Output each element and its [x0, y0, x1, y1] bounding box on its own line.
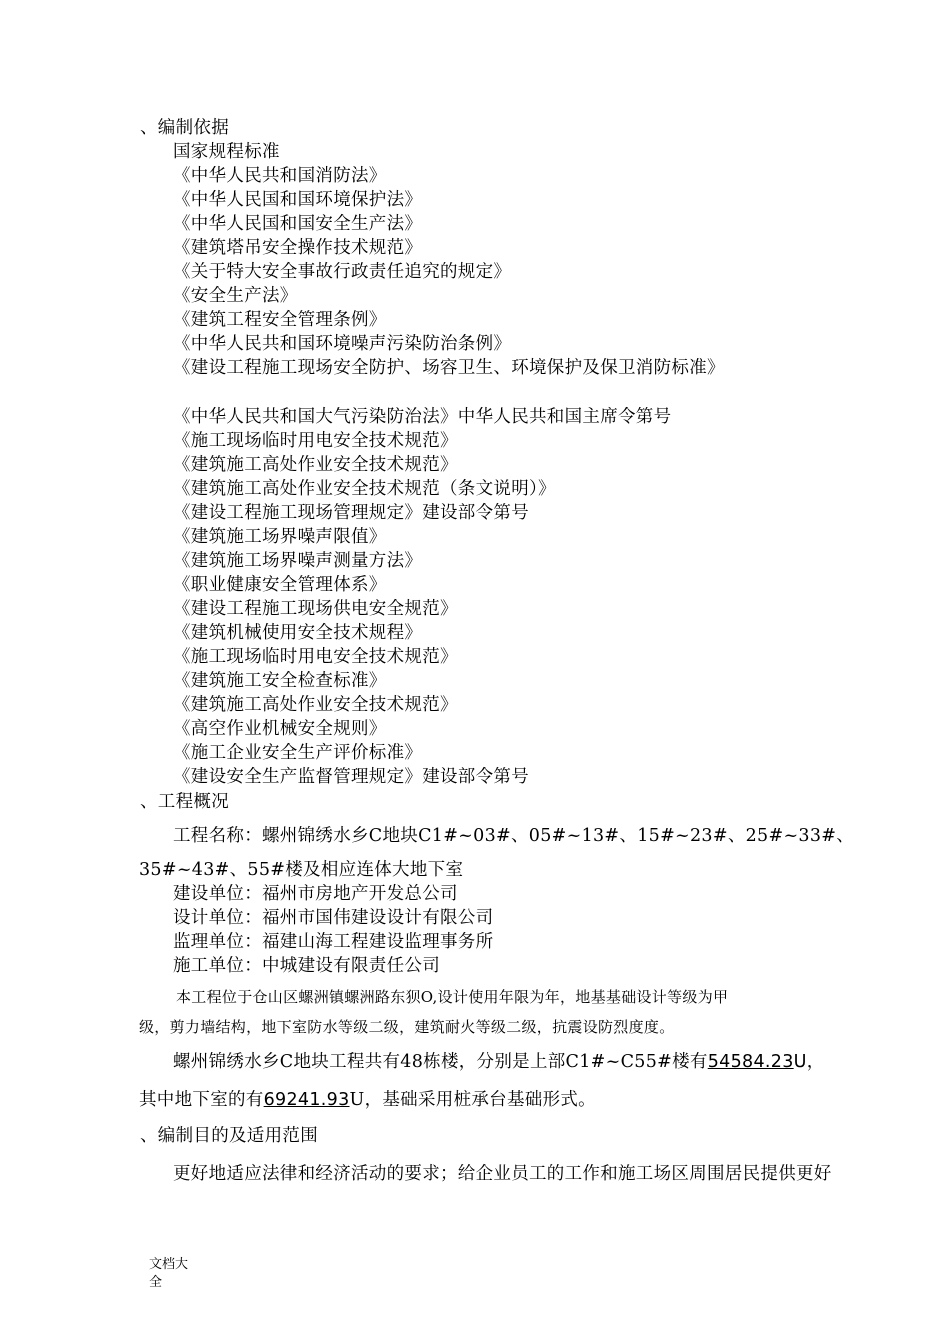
purpose-paragraph-line1: 更好地适应法律和经济活动的要求；给企业员工的工作和施工场区周围居民提供更好	[173, 1164, 832, 1184]
standard-item: 《施工现场临时用电安全技术规范》	[173, 431, 458, 451]
overview-paragraph1-line1: 本工程位于仓山区螺洲镇螺洲路东狈O,设计使用年限为年，地基基础设计等级为甲	[176, 988, 729, 1006]
standard-item: 《职业健康安全管理体系》	[173, 575, 387, 595]
para2-text-b: 其中地下室的有	[139, 1090, 264, 1110]
standard-item: 《建筑施工高处作业安全技术规范》	[173, 455, 458, 475]
section-heading-purpose: 、编制目的及适用范围	[140, 1126, 318, 1146]
standard-item: 《建筑施工高处作业安全技术规范》	[173, 695, 458, 715]
standard-item: 《施工企业安全生产评价标准》	[173, 743, 423, 763]
standard-item: 《中华人民国和国环境保护法》	[173, 190, 423, 210]
overview-paragraph2-line1	[173, 1050, 825, 1074]
standard-item: 《中华人民共和国消防法》	[173, 166, 387, 186]
standard-item: 《建筑塔吊安全操作技术规范》	[173, 238, 423, 258]
section-heading-overview: 、工程概况	[140, 792, 229, 812]
standard-item: 《中华人民共和国大气污染防治法》中华人民共和国主席令第号	[173, 407, 672, 427]
standard-item: 《安全生产法》	[173, 286, 298, 306]
standard-item: 《建设工程施工现场供电安全规范》	[173, 599, 458, 619]
standard-item: 《建筑机械使用安全技术规程》	[173, 623, 423, 643]
construction-unit: 建设单位：福州市房地产开发总公司	[173, 884, 458, 904]
supervision-unit: 监理单位：福建山海工程建设监理事务所	[173, 932, 494, 952]
section-heading-basis: 、编制依据	[140, 118, 229, 138]
standard-item: 《施工现场临时用电安全技术规范》	[173, 647, 458, 667]
standard-item: 《中华人民国和国安全生产法》	[173, 214, 423, 234]
standard-item: 《建筑施工场界噪声测量方法》	[173, 551, 423, 571]
standards-heading: 国家规程标准	[173, 142, 280, 162]
para2-unit-a: U，	[793, 1052, 825, 1072]
standard-item: 《高空作业机械安全规则》	[173, 719, 387, 739]
design-unit: 设计单位：福州市国伟建设设计有限公司	[173, 908, 494, 928]
para2-unit-b: U，基础采用桩承台基础形式。	[349, 1090, 596, 1110]
overview-paragraph2-line2	[139, 1088, 596, 1112]
overview-paragraph1-line2: 级，剪力墙结构，地下室防水等级二级，建筑耐火等级二级，抗震设防烈度度。	[139, 1018, 675, 1036]
standard-item: 《建设工程施工现场管理规定》建设部令第号	[173, 503, 529, 523]
standard-item: 《建设安全生产监督管理规定》建设部令第号	[173, 767, 529, 787]
standard-item: 《建筑施工高处作业安全技术规范（条文说明）》	[173, 479, 556, 499]
basement-area: 69241.93	[263, 1090, 350, 1110]
standard-item: 《建筑工程安全管理条例》	[173, 310, 387, 330]
standard-item: 《建设工程施工现场安全防护、场容卫生、环境保护及保卫消防标准》	[173, 358, 725, 378]
standard-item: 《建筑施工安全检查标准》	[173, 671, 387, 691]
standard-item: 《关于特大安全事故行政责任追究的规定》	[173, 262, 512, 282]
standard-item: 《建筑施工场界噪声限值》	[173, 527, 387, 547]
project-name-line2: 35#~43#、55#楼及相应连体大地下室	[139, 860, 464, 880]
page-footer: 文档大全	[149, 1257, 189, 1290]
standard-item: 《中华人民共和国环境噪声污染防治条例》	[173, 334, 512, 354]
builder-unit: 施工单位：中城建设有限责任公司	[173, 956, 440, 976]
above-ground-area: 54584.23	[707, 1052, 794, 1072]
project-name-line1: 工程名称：螺州锦绣水乡C地块C1#~03#、05#~13#、15#~23#、25#~33#、	[173, 826, 855, 846]
para2-text-a: 螺州锦绣水乡C地块工程共有48栋楼，分别是上部C1#~C55#楼有	[173, 1052, 708, 1072]
